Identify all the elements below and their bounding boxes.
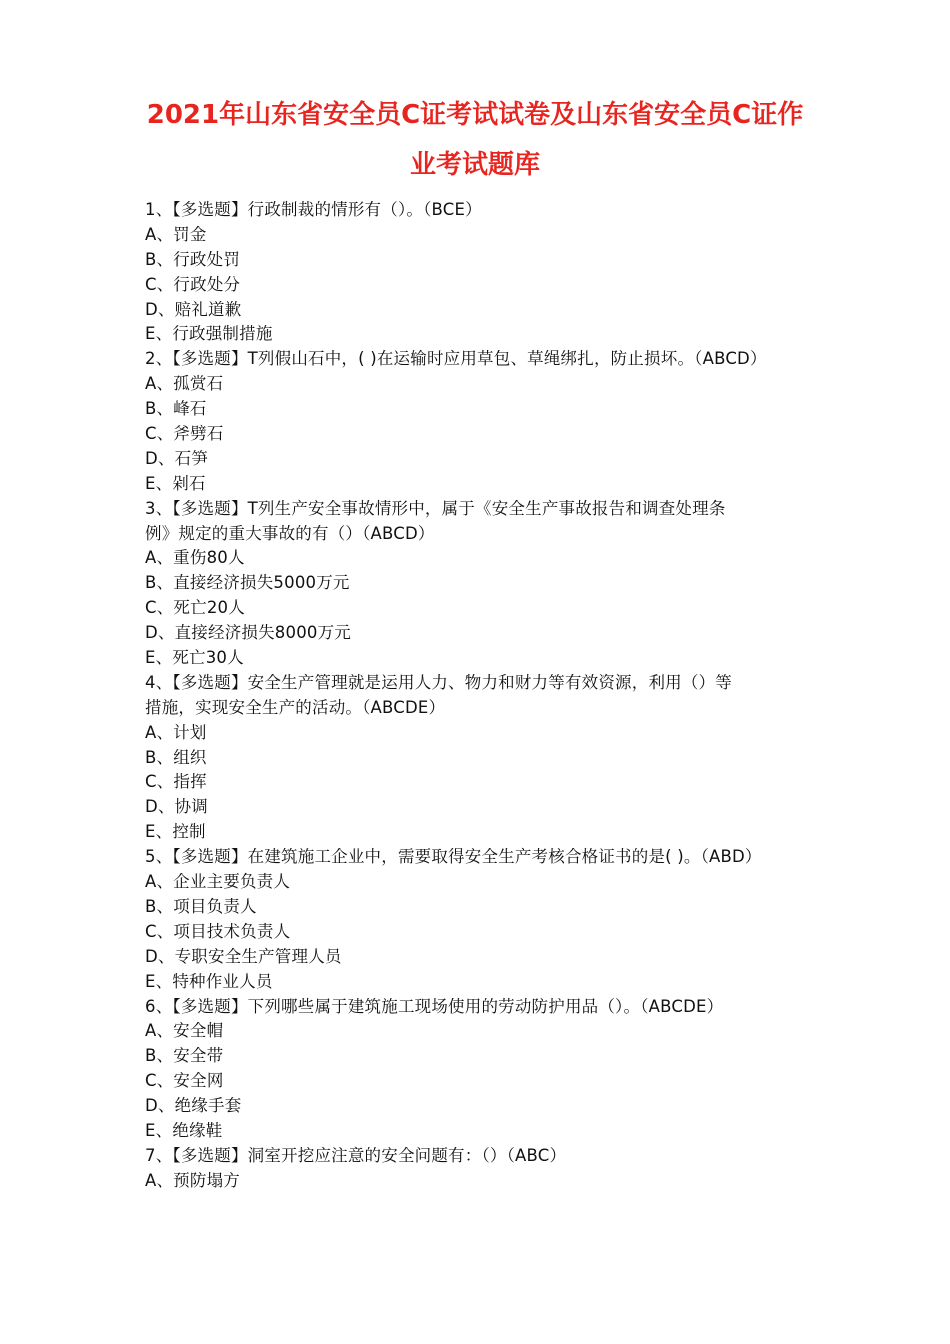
question-7-stem: 7、【多选题】洞室开挖应注意的安全问题有：（）（ABC） (145, 1145, 567, 1165)
question-3-option-e: E、死亡30人 (145, 648, 244, 668)
question-2-stem: 2、【多选题】T列假山石中，( )在运输时应用草包、草绳绑扎，防止损坏。（ABCD） (145, 349, 767, 369)
question-1-option-e: E、行政强制措施 (145, 324, 273, 344)
question-4-option-a: A、计划 (145, 722, 207, 742)
question-4-option-b: B、组织 (145, 747, 207, 767)
question-list (145, 198, 820, 1194)
question-2-option-e: E、剁石 (145, 473, 206, 493)
question-2-option-d: D、石笋 (145, 448, 209, 468)
question-3-option-d: D、直接经济损失8000万元 (145, 623, 351, 643)
question-5-option-d: D、专职安全生产管理人员 (145, 946, 342, 966)
question-1-option-d: D、赔礼道歉 (145, 299, 242, 319)
question-2-option-b: B、峰石 (145, 399, 207, 419)
document-title-line-1: 2021年山东省安全员C证考试试卷及山东省安全员C证作 (146, 100, 804, 130)
question-3-option-b: B、直接经济损失5000万元 (145, 573, 350, 593)
question-1-option-a: A、罚金 (145, 224, 207, 244)
question-6-option-a: A、安全帽 (145, 1021, 224, 1041)
question-5-option-a: A、企业主要负责人 (145, 872, 291, 892)
question-3-option-c: C、死亡20人 (145, 598, 245, 618)
question-5-option-e: E、特种作业人员 (145, 971, 273, 991)
question-2-option-a: A、孤赏石 (145, 374, 224, 394)
question-3-stem-continued: 例》规定的重大事故的有（）（ABCD） (145, 523, 435, 543)
question-6-stem: 6、【多选题】下列哪些属于建筑施工现场使用的劳动防护用品（）。（ABCDE） (145, 996, 724, 1016)
question-4-option-e: E、控制 (145, 822, 206, 842)
question-3-stem: 3、【多选题】T列生产安全事故情形中，属于《安全生产事故报告和调查处理条 (145, 498, 726, 518)
question-6-option-d: D、绝缘手套 (145, 1096, 242, 1116)
question-2-option-c: C、斧劈石 (145, 424, 224, 444)
document-title-line-2: 业考试题库 (409, 150, 540, 180)
question-3-option-a: A、重伤80人 (145, 548, 245, 568)
question-6-option-e: E、绝缘鞋 (145, 1120, 223, 1140)
question-6-option-c: C、安全网 (145, 1071, 224, 1091)
question-6-option-b: B、安全带 (145, 1046, 224, 1066)
question-7-option-a: A、预防塌方 (145, 1170, 240, 1190)
question-4-stem: 4、【多选题】安全生产管理就是运用人力、物力和财力等有效资源，利用（）等 (145, 672, 732, 692)
question-4-option-c: C、指挥 (145, 772, 207, 792)
question-4-option-d: D、协调 (145, 797, 209, 817)
question-1-option-c: C、行政处分 (145, 274, 241, 294)
question-5-stem: 5、【多选题】在建筑施工企业中，需要取得安全生产考核合格证书的是( )。（ABD） (145, 847, 762, 867)
question-1-option-b: B、行政处罚 (145, 249, 241, 269)
question-5-option-c: C、项目技术负责人 (145, 921, 291, 941)
question-5-option-b: B、项目负责人 (145, 896, 257, 916)
question-1-stem: 1、【多选题】行政制裁的情形有（）。（BCE） (145, 200, 482, 219)
question-4-stem-continued: 措施，实现安全生产的活动。（ABCDE） (145, 697, 446, 717)
